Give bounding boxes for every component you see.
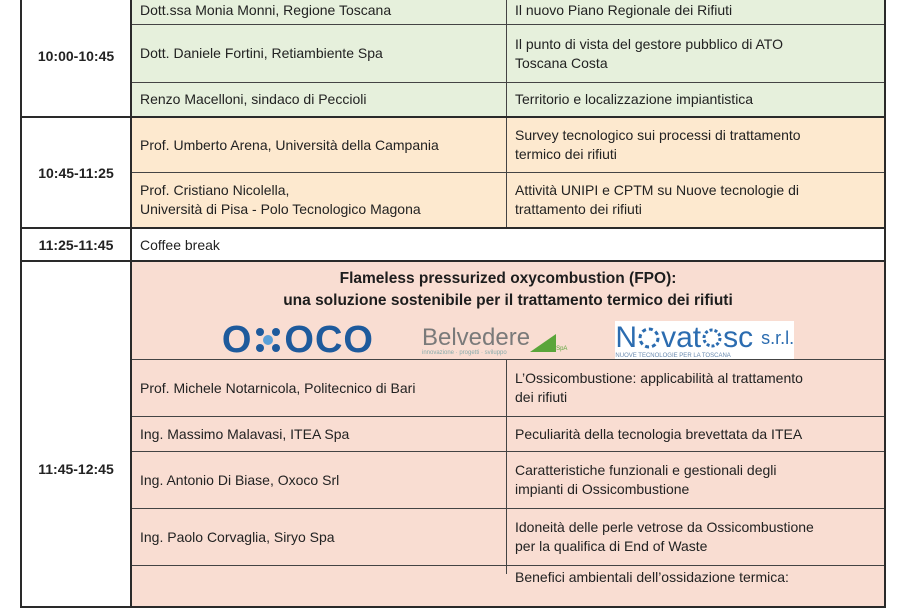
topic-cell: Survey tecnologico sui processi di trattamento termico dei rifiuti [515, 127, 801, 162]
speaker-cell: Dott. Daniele Fortini, Retiambiente Spa [132, 25, 507, 82]
speaker-cell: Dott.ssa Monia Monni, Regione Toscana [132, 0, 507, 24]
table-row [132, 566, 884, 606]
speaker-cell: Ing. Massimo Malavasi, ITEA Spa [132, 417, 507, 451]
speaker-cell: Ing. Antonio Di Biase, Oxoco Srl [132, 452, 507, 508]
topic-cell: Idoneità delle perle vetrose da Ossicombustione per la qualifica di End of Waste [515, 519, 814, 554]
time-slot: 11:45-12:45 [22, 262, 132, 606]
session-title-line-2: una soluzione sostenibile per il trattamento termico dei rifiuti [283, 292, 733, 309]
speaker-cell: Prof. Cristiano Nicolella, Università di Pisa - Polo Tecnologico Magona [132, 173, 507, 227]
table-row [132, 360, 884, 417]
topic-cell: L’Ossicombustione: applicabilità al trattamento dei rifiuti [515, 370, 803, 405]
time-block-3 [22, 229, 884, 262]
table-row [132, 0, 884, 25]
time-block-4 [22, 262, 884, 606]
speaker-cell: Ing. Paolo Corvaglia, Siryo Spa [132, 509, 507, 565]
molecule-icon [253, 325, 283, 355]
green-triangle-icon [530, 332, 556, 352]
topic-cell: Peculiarità della tecnologia brevettata da ITEA [515, 425, 803, 442]
topic-cell: Il punto di vista del gestore pubblico di ATO Toscana Costa [515, 35, 783, 71]
table-row [132, 173, 884, 227]
oxoco-logo: O OCO [221, 318, 374, 361]
gear-o-icon [701, 327, 723, 349]
coffee-break-cell: Coffee break [132, 229, 884, 260]
time-block-2 [22, 118, 884, 229]
table-row [132, 417, 884, 452]
time-block-1 [22, 0, 884, 118]
belvedere-logo: Belvedere SpA innovazione · progetti · sviluppo [421, 324, 568, 356]
sponsor-logos [140, 318, 876, 362]
speaker-cell: Prof. Michele Notarnicola, Politecnico di Bari [132, 360, 507, 416]
table-row [132, 83, 884, 116]
session-title-line-1: Flameless pressurized oxycombustion (FPO): [339, 270, 677, 287]
time-slot: 10:00-10:45 [22, 0, 132, 116]
speaker-cell: Prof. Umberto Arena, Università della Campania [132, 118, 507, 172]
topic-cell: Caratteristiche funzionali e gestionali degli impianti di Ossicombustione [515, 462, 777, 497]
topic-cell: Attività UNIPI e CPTM su Nuove tecnologie di trattamento dei rifiuti [515, 182, 800, 217]
table-row [132, 25, 884, 83]
dots-o-icon [637, 326, 661, 350]
speaker-cell [132, 566, 507, 574]
time-slot: 10:45-11:25 [22, 118, 132, 227]
topic-cell: Il nuovo Piano Regionale dei Rifiuti [515, 1, 733, 18]
table-row [132, 452, 884, 509]
time-slot: 11:25-11:45 [22, 229, 132, 260]
topic-cell: Territorio e localizzazione impiantistica [515, 91, 754, 107]
session-header [132, 262, 884, 360]
table-row [132, 118, 884, 173]
speaker-cell: Renzo Macelloni, sindaco di Peccioli [132, 83, 507, 116]
schedule-table [20, 0, 886, 608]
novatosc-logo: N vat sc s.r.l. NUOVE TECNOLOGIE PER LA TOSCANA [615, 321, 795, 359]
table-row [132, 509, 884, 566]
topic-cell: Benefici ambientali dell’ossidazione termica: [515, 569, 789, 585]
